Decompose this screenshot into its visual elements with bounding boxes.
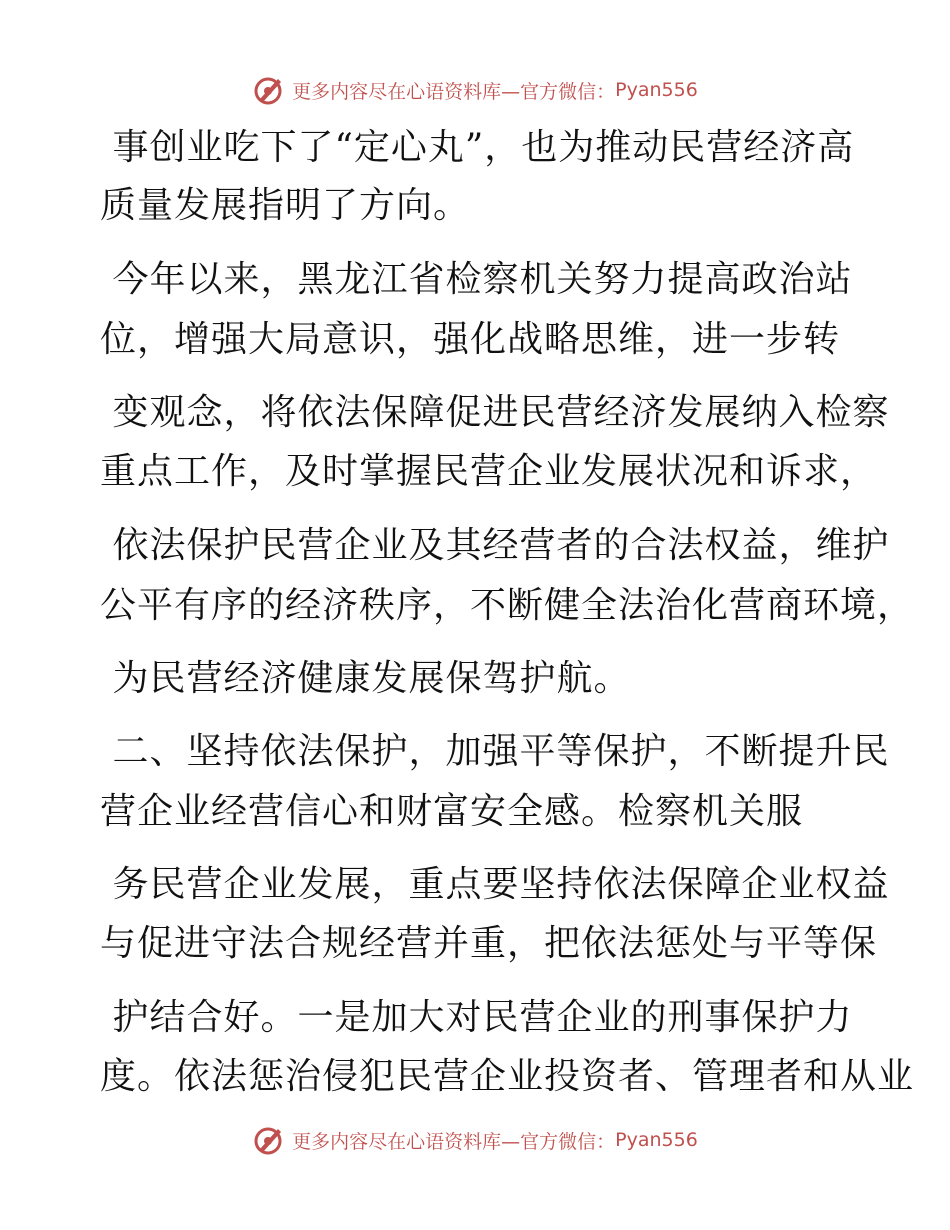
- text-line: 重点工作，及时掌握民营企业发展状况和诉求，: [100, 451, 878, 492]
- footer-watermark-text: 更多内容尽在心语资料库—官方微信：: [292, 1130, 616, 1153]
- text-line: 度。依法惩治侵犯民营企业投资者、管理者和从业: [100, 1056, 915, 1097]
- text-line: 位，增强大局意识，强化战略思维，进一步转: [100, 319, 841, 360]
- text-line: 事创业吃下了“定心丸”，也为推动民营经济高: [100, 127, 855, 168]
- text-line: 今年以来，黑龙江省检察机关努力提高政治站: [100, 259, 853, 300]
- text-line: 务民营企业发展，重点要坚持依法保障企业权益: [100, 864, 890, 905]
- brush-logo-icon: [252, 1123, 286, 1157]
- text-line: 营企业经营信心和财富安全感。检察机关服: [100, 791, 804, 832]
- brush-logo-icon: [252, 73, 286, 107]
- header-watermark: [0, 70, 950, 110]
- header-watermark-text: 更多内容尽在心语资料库—官方微信：: [292, 80, 616, 103]
- text-line: 为民营经济健康发展保驾护航。: [100, 658, 631, 699]
- footer-wechat-id: Pyan556: [615, 1129, 698, 1151]
- header-wechat-id: Pyan556: [615, 79, 698, 101]
- footer-watermark: [0, 1120, 950, 1160]
- text-line: 二、坚持依法保护，加强平等保护，不断提升民: [100, 731, 890, 772]
- text-line: 护结合好。一是加大对民营企业的刑事保护力: [100, 997, 853, 1038]
- text-line: 与促进守法合规经营并重，把依法惩处与平等保: [100, 923, 878, 964]
- text-line: 质量发展指明了方向。: [100, 185, 471, 226]
- text-line: 变观念，将依法保障促进民营经济发展纳入检察: [100, 392, 890, 433]
- text-line: 公平有序的经济秩序，不断健全法治化营商环境，: [100, 585, 915, 626]
- text-line: 依法保护民营企业及其经营者的合法权益，维护: [100, 525, 890, 566]
